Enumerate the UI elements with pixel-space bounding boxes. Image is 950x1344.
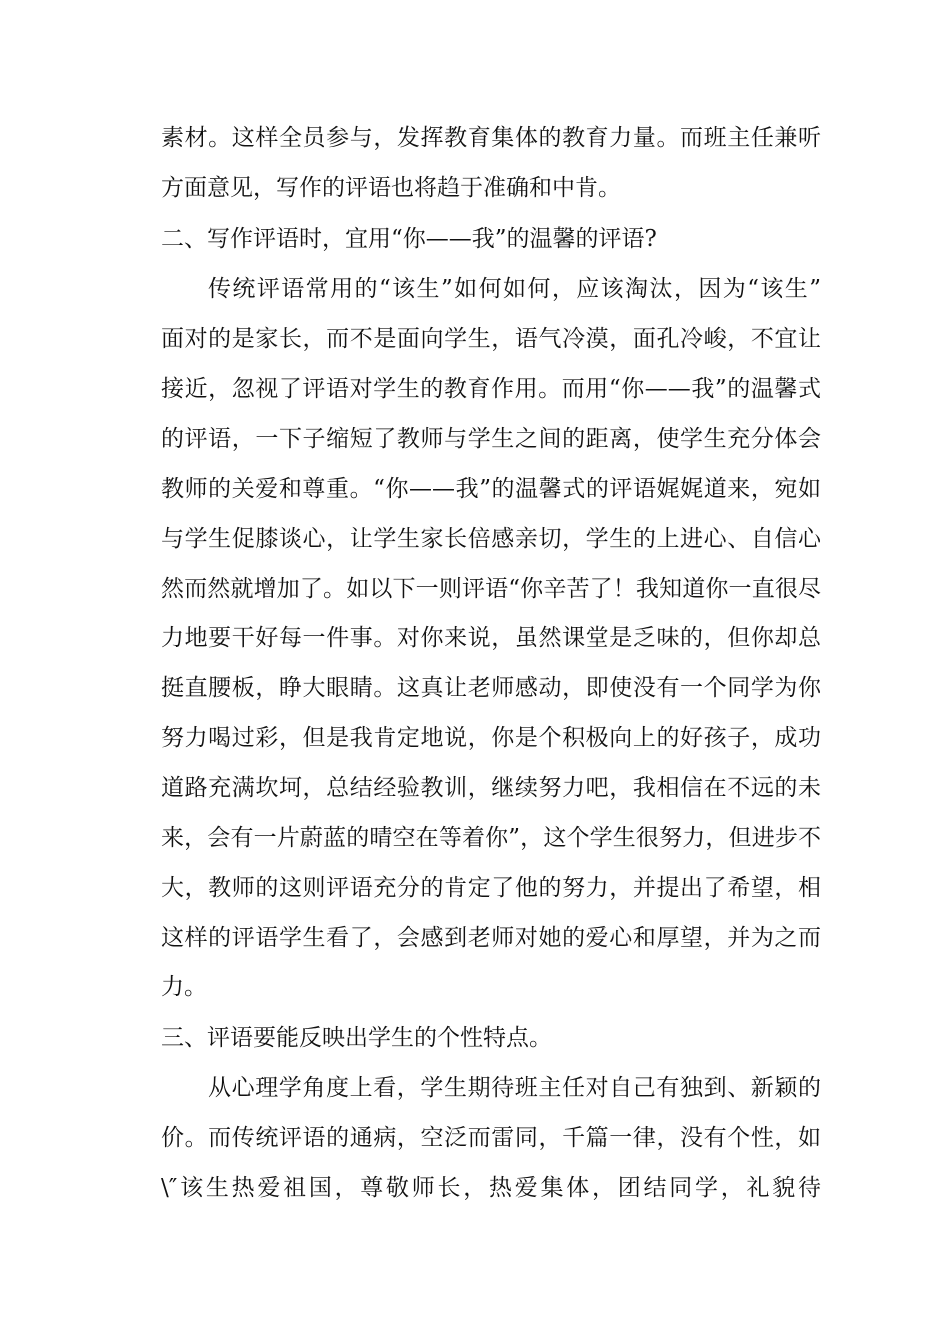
text-line: 这样的评语学生看了，会感到老师对她的爱心和厚望，并为之而: [161, 925, 821, 951]
text-line: 与学生促膝谈心，让学生家长倍感亲切，学生的上进心、自信心: [161, 526, 821, 552]
text-line: 大，教师的这则评语充分的肯定了他的努力，并提出了希望，相: [161, 875, 821, 901]
text-line: 道路充满坎坷，总结经验教训，继续努力吧，我相信在不远的未: [161, 775, 821, 801]
section-heading: 三、评语要能反映出学生的个性特点。: [161, 1025, 552, 1051]
text-line: 来，会有一片蔚蓝的晴空在等着你”，这个学生很努力，但进步不: [161, 825, 821, 851]
text-line: 素材。这样全员参与，发挥教育集体的教育力量。而班主任兼听: [161, 125, 821, 151]
text-line: 力地要干好每一件事。对你来说，虽然课堂是乏味的，但你却总: [161, 625, 821, 651]
text-line: 价。而传统评语的通病，空泛而雷同，千篇一律，没有个性，如: [161, 1125, 821, 1151]
text-line: 面对的是家长，而不是面向学生，语气冷漠，面孔冷峻，不宜让: [161, 326, 821, 352]
text-line: \″该生热爱祖国，尊敬师长，热爱集体，团结同学，礼貌待: [161, 1175, 821, 1201]
text-line: 力。: [161, 974, 207, 1000]
text-line: 挺直腰板，睁大眼睛。这真让老师感动，即使没有一个同学为你: [161, 675, 821, 701]
text-line: 从心理学角度上看，学生期待班主任对自己有独到、新颖的: [208, 1075, 821, 1101]
text-line: 教师的关爱和尊重。“你——我”的温馨式的评语娓娓道来，宛如: [161, 476, 821, 502]
text-line: 方面意见，写作的评语也将趋于准确和中肯。: [161, 175, 621, 201]
section-heading: 二、写作评语时，宜用“你——我”的温馨的评语?: [161, 226, 657, 252]
text-line: 传统评语常用的“该生”如何如何，应该淘汰，因为“该生”: [208, 276, 821, 302]
text-line: 的评语，一下子缩短了教师与学生之间的距离，使学生充分体会: [161, 426, 821, 452]
text-line: 努力喝过彩，但是我肯定地说，你是个积极向上的好孩子，成功: [161, 725, 821, 751]
text-line: 接近，忽视了评语对学生的教育作用。而用“你——我”的温馨式: [161, 376, 821, 402]
text-line: 然而然就增加了。如以下一则评语“你辛苦了！我知道你一直很尽: [161, 576, 821, 602]
